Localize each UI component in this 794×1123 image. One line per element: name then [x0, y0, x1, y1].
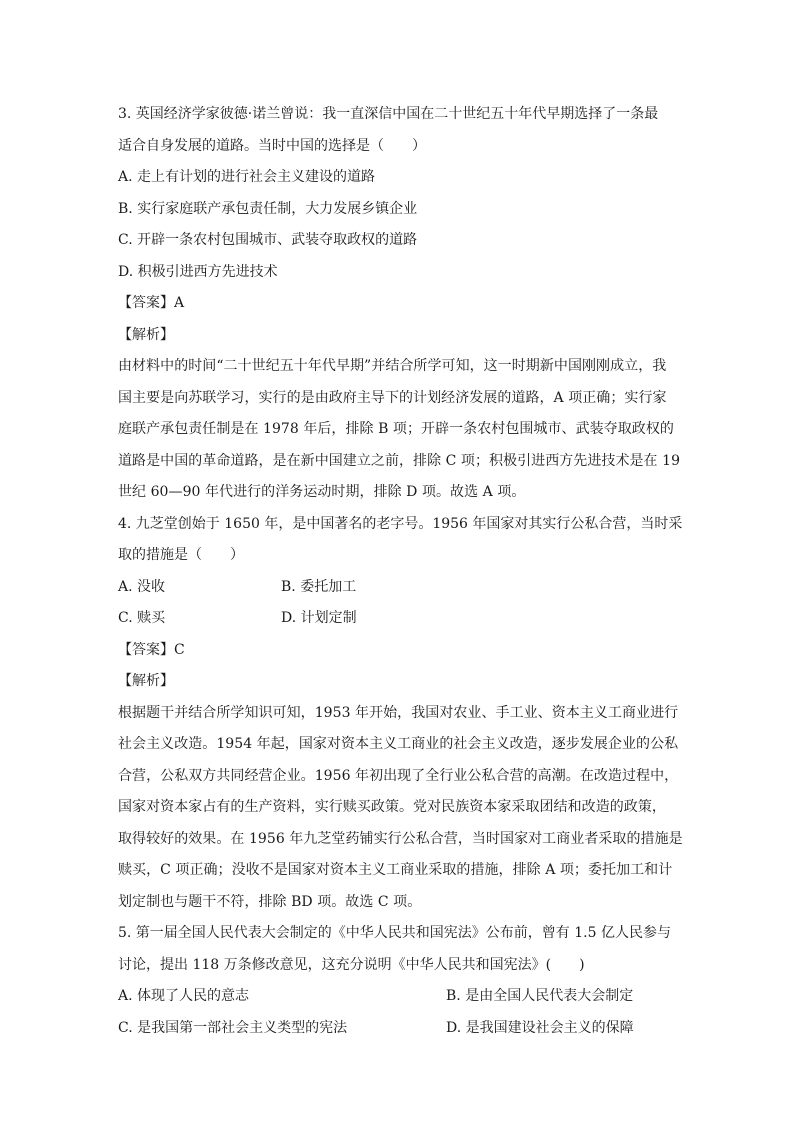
option-c: C. 开辟一条农村包围城市、武装夺取政权的道路	[118, 232, 418, 248]
analysis-line: 赎买，C 项正确；没收不是国家对资本主义工商业采取的措施，排除 A 项；委托加工和计	[118, 862, 673, 878]
answer-label: 【答案】A	[118, 295, 185, 311]
option-a: A. 没收	[118, 578, 166, 595]
analysis-line: 国家对资本家占有的生产资料，实行赎买政策。党对民族资本家采取团结和改造的政策，	[118, 799, 666, 815]
option-row	[118, 603, 678, 635]
question-3	[118, 99, 681, 509]
analysis-line: 国主要是向苏联学习，实行的是由政府主导下的计划经济发展的道路，A 项正确；实行家	[118, 389, 667, 406]
analysis-label: 【解析】	[118, 326, 174, 343]
analysis-line: 合营，公私双方共同经营企业。1956 年初出现了全行业公私合营的高潮。在改造过程中，	[118, 767, 679, 784]
analysis-line: 根据题干并结合所学知识可知，1953 年开始，我国对农业、手工业、资本主义工商业进行	[118, 704, 679, 721]
option-row	[118, 981, 678, 1013]
question-stem-line: 5. 第一届全国人民代表大会制定的《中华人民共和国宪法》公布前，曾有 1.5 亿人民参与	[118, 925, 671, 941]
option-b: B. 是由全国人民代表大会制定	[446, 988, 634, 1004]
option-a: A. 走上有计划的进行社会主义建设的道路	[118, 169, 376, 185]
option-b: B. 委托加工	[281, 578, 357, 595]
option-c: C. 赎买	[118, 610, 166, 626]
option-c: C. 是我国第一部社会主义类型的宪法	[118, 1019, 348, 1036]
question-4	[118, 509, 683, 919]
analysis-label: 【解析】	[118, 673, 174, 689]
question-stem-line: 讨论，提出 118 万条修改意见，这充分说明《中华人民共和国宪法》( )	[118, 956, 585, 973]
analysis-line: 取得较好的效果。在 1956 年九芝堂药铺实行公私合营，当时国家对工商业者采取的措施是	[118, 830, 683, 847]
answer-label: 【答案】C	[118, 641, 185, 658]
question-5	[118, 918, 678, 1044]
question-stem-line: 适合自身发展的道路。当时中国的选择是（ ）	[118, 137, 426, 154]
analysis-text	[118, 351, 681, 509]
analysis-line: 社会主义改造。1954 年起，国家对资本主义工商业的社会主义改造，逐步发展企业的公私	[118, 736, 679, 752]
option-b: B. 实行家庭联产承包责任制，大力发展乡镇企业	[118, 200, 418, 217]
option-row	[118, 1013, 678, 1045]
question-stem-line: 4. 九芝堂创始于 1650 年，是中国著名的老字号。1956 年国家对其实行公私合营，当时采	[118, 515, 683, 532]
analysis-line: 由材料中的时间“二十世纪五十年代早期”并结合所学可知，这一时期新中国刚刚成立，我	[118, 358, 667, 374]
analysis-line: 划定制也与题干不符，排除 BD 项。故选 C 项。	[118, 893, 422, 910]
page-content	[118, 99, 683, 1044]
analysis-line: 世纪 60—90 年代进行的洋务运动时期，排除 D 项。故选 A 项。	[118, 484, 526, 500]
option-d: D. 积极引进西方先进技术	[118, 263, 278, 280]
question-stem-line: 取的措施是（ ）	[118, 547, 244, 563]
analysis-line: 庭联产承包责任制是在 1978 年后，排除 B 项；开辟一条农村包围城市、武装夺取政权的	[118, 421, 674, 437]
analysis-line: 道路是中国的革命道路，是在新中国建立之前，排除 C 项；积极引进西方先进技术是在 19	[118, 452, 681, 469]
option-a: A. 体现了人民的意志	[118, 988, 250, 1004]
option-d: D. 计划定制	[281, 610, 357, 626]
question-stem-line: 3. 英国经济学家彼德·诺兰曾说：我一直深信中国在二十世纪五十年代早期选择了一条最	[118, 106, 659, 122]
analysis-text	[118, 698, 683, 919]
option-d: D. 是我国建设社会主义的保障	[446, 1019, 634, 1036]
option-row	[118, 572, 678, 604]
